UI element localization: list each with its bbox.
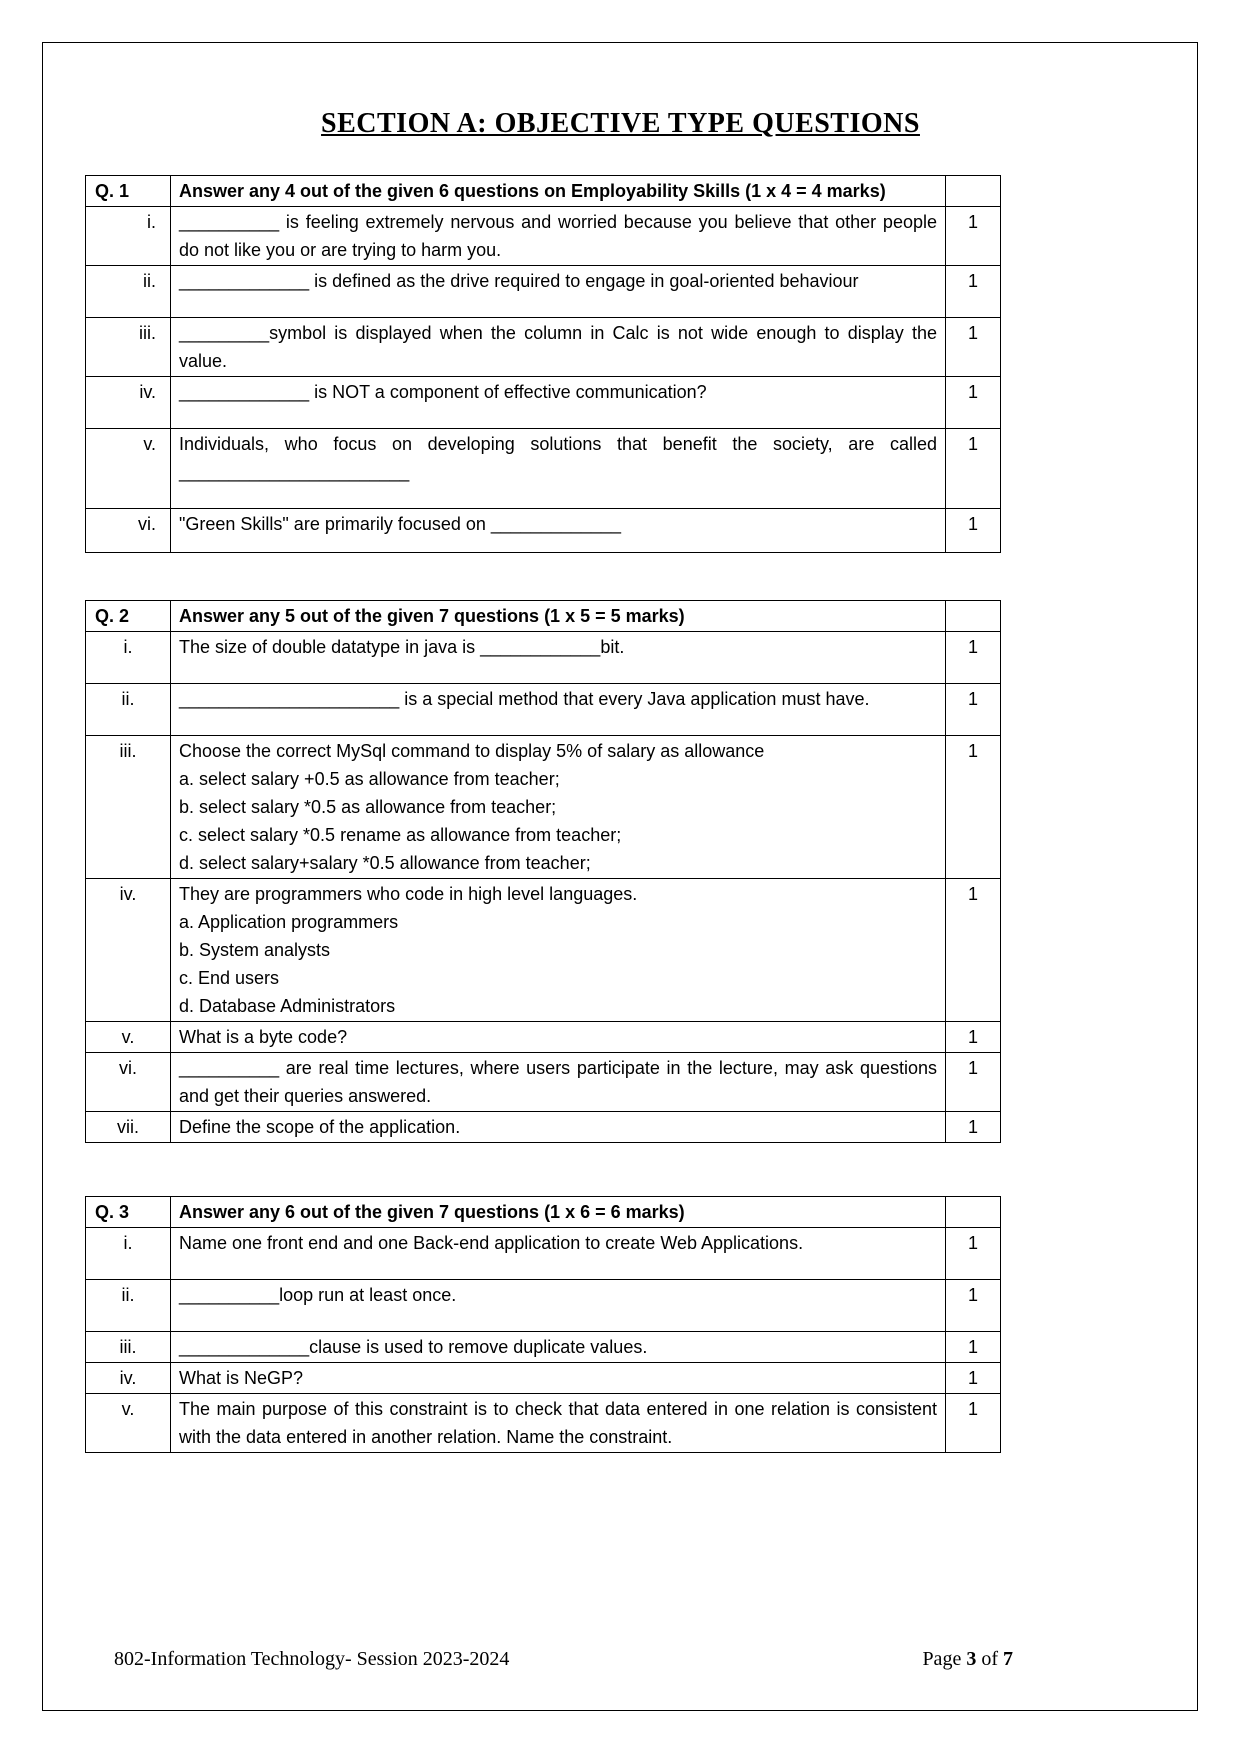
question-number-cell: ii.: [86, 1280, 171, 1332]
question-table-q1: [85, 175, 1001, 553]
marks-cell: 1: [946, 1332, 1001, 1363]
marks-cell: 1: [946, 1280, 1001, 1332]
table-header-row: [86, 176, 1001, 207]
question-text-cell: __________loop run at least once.: [171, 1280, 946, 1332]
marks-cell: 1: [946, 1394, 1001, 1453]
question-text-cell: _____________clause is used to remove duplicate values.: [171, 1332, 946, 1363]
question-text-cell: _____________ is defined as the drive required to engage in goal-oriented behaviour: [171, 266, 946, 318]
question-group-number: Q. 3: [86, 1197, 171, 1228]
question-number-cell: iv.: [86, 1363, 171, 1394]
question-row: [86, 1228, 1001, 1280]
question-text-cell: _____________ is NOT a component of effective communication?: [171, 377, 946, 429]
question-number-cell: iii.: [86, 1332, 171, 1363]
marks-cell: 1: [946, 632, 1001, 684]
question-text-cell: The size of double datatype in java is ____________bit.: [171, 632, 946, 684]
question-row: [86, 632, 1001, 684]
question-text-cell: _________symbol is displayed when the column in Calc is not wide enough to display the value.: [171, 318, 946, 377]
marks-header-cell: [946, 176, 1001, 207]
marks-cell: 1: [946, 1363, 1001, 1394]
question-row: [86, 1112, 1001, 1143]
question-text-cell: __________ are real time lectures, where users participate in the lecture, may ask questions and get their queries answered.: [171, 1053, 946, 1112]
marks-cell: 1: [946, 266, 1001, 318]
question-number-cell: iv.: [86, 879, 171, 1022]
marks-cell: 1: [946, 429, 1001, 509]
question-row: [86, 879, 1001, 1022]
question-number-cell: vi.: [86, 1053, 171, 1112]
question-row: [86, 1280, 1001, 1332]
question-row: [86, 1332, 1001, 1363]
table-header-row: [86, 601, 1001, 632]
question-row: [86, 207, 1001, 266]
question-row: [86, 1022, 1001, 1053]
question-row: [86, 377, 1001, 429]
question-group-instruction: Answer any 5 out of the given 7 questions (1 x 5 = 5 marks): [171, 601, 946, 632]
table-header-row: [86, 1197, 1001, 1228]
marks-cell: 1: [946, 207, 1001, 266]
marks-cell: 1: [946, 1228, 1001, 1280]
question-number-cell: iii.: [86, 318, 171, 377]
question-text-cell: Choose the correct MySql command to display 5% of salary as allowance a. select salary +0.5 as allowance from teacher; b. select salary *0.5 as allowance from teacher; c. select salary *0.5 rename as allowance from teacher; d. select salary+salary *0.5 allowance from teacher;: [171, 736, 946, 879]
marks-cell: 1: [946, 1112, 1001, 1143]
question-number-cell: iv.: [86, 377, 171, 429]
marks-cell: 1: [946, 684, 1001, 736]
question-row: [86, 1053, 1001, 1112]
question-table-q2: [85, 600, 1001, 1143]
question-group-instruction: Answer any 4 out of the given 6 questions on Employability Skills (1 x 4 = 4 marks): [171, 176, 946, 207]
question-row: [86, 509, 1001, 553]
marks-cell: 1: [946, 879, 1001, 1022]
question-text-cell: Individuals, who focus on developing solutions that benefit the society, are called _______________________: [171, 429, 946, 509]
question-text-cell: The main purpose of this constraint is to check that data entered in one relation is consistent with the data entered in another relation. Name the constraint.: [171, 1394, 946, 1453]
question-text-cell: __________ is feeling extremely nervous and worried because you believe that other people do not like you or are trying to harm you.: [171, 207, 946, 266]
question-number-cell: i.: [86, 1228, 171, 1280]
footer-page-number: 3: [966, 1648, 977, 1670]
footer-page-word: Page: [922, 1648, 967, 1670]
question-text-cell: ______________________ is a special method that every Java application must have.: [171, 684, 946, 736]
question-row: [86, 684, 1001, 736]
question-number-cell: vii.: [86, 1112, 171, 1143]
question-text-cell: What is a byte code?: [171, 1022, 946, 1053]
marks-cell: 1: [946, 377, 1001, 429]
question-number-cell: i.: [86, 632, 171, 684]
question-text-cell: What is NeGP?: [171, 1363, 946, 1394]
footer-page-indicator: [922, 1648, 1013, 1671]
marks-cell: 1: [946, 736, 1001, 879]
question-text-cell: "Green Skills" are primarily focused on _____________: [171, 509, 946, 553]
question-number-cell: ii.: [86, 266, 171, 318]
question-number-cell: iii.: [86, 736, 171, 879]
question-number-cell: v.: [86, 429, 171, 509]
question-row: [86, 1394, 1001, 1453]
marks-cell: 1: [946, 1053, 1001, 1112]
question-group-number: Q. 1: [86, 176, 171, 207]
marks-header-cell: [946, 601, 1001, 632]
question-table-q3: [85, 1196, 1001, 1453]
marks-cell: 1: [946, 509, 1001, 553]
question-text-cell: They are programmers who code in high level languages. a. Application programmers b. System analysts c. End users d. Database Administrators: [171, 879, 946, 1022]
question-row: [86, 1363, 1001, 1394]
question-number-cell: ii.: [86, 684, 171, 736]
footer-of-text: of: [976, 1648, 1003, 1670]
question-row: [86, 736, 1001, 879]
question-number-cell: vi.: [86, 509, 171, 553]
section-title: SECTION A: OBJECTIVE TYPE QUESTIONS: [321, 108, 920, 139]
question-text-cell: Define the scope of the application.: [171, 1112, 946, 1143]
footer-total-pages: 7: [1003, 1648, 1013, 1670]
footer-course-info: 802-Information Technology- Session 2023-2024: [114, 1648, 510, 1670]
question-row: [86, 429, 1001, 509]
marks-header-cell: [946, 1197, 1001, 1228]
page-footer: [85, 1648, 1013, 1671]
question-group-number: Q. 2: [86, 601, 171, 632]
question-number-cell: v.: [86, 1022, 171, 1053]
question-number-cell: i.: [86, 207, 171, 266]
question-row: [86, 266, 1001, 318]
marks-cell: 1: [946, 1022, 1001, 1053]
question-row: [86, 318, 1001, 377]
marks-cell: 1: [946, 318, 1001, 377]
question-text-cell: Name one front end and one Back-end application to create Web Applications.: [171, 1228, 946, 1280]
question-number-cell: v.: [86, 1394, 171, 1453]
question-group-instruction: Answer any 6 out of the given 7 questions (1 x 6 = 6 marks): [171, 1197, 946, 1228]
